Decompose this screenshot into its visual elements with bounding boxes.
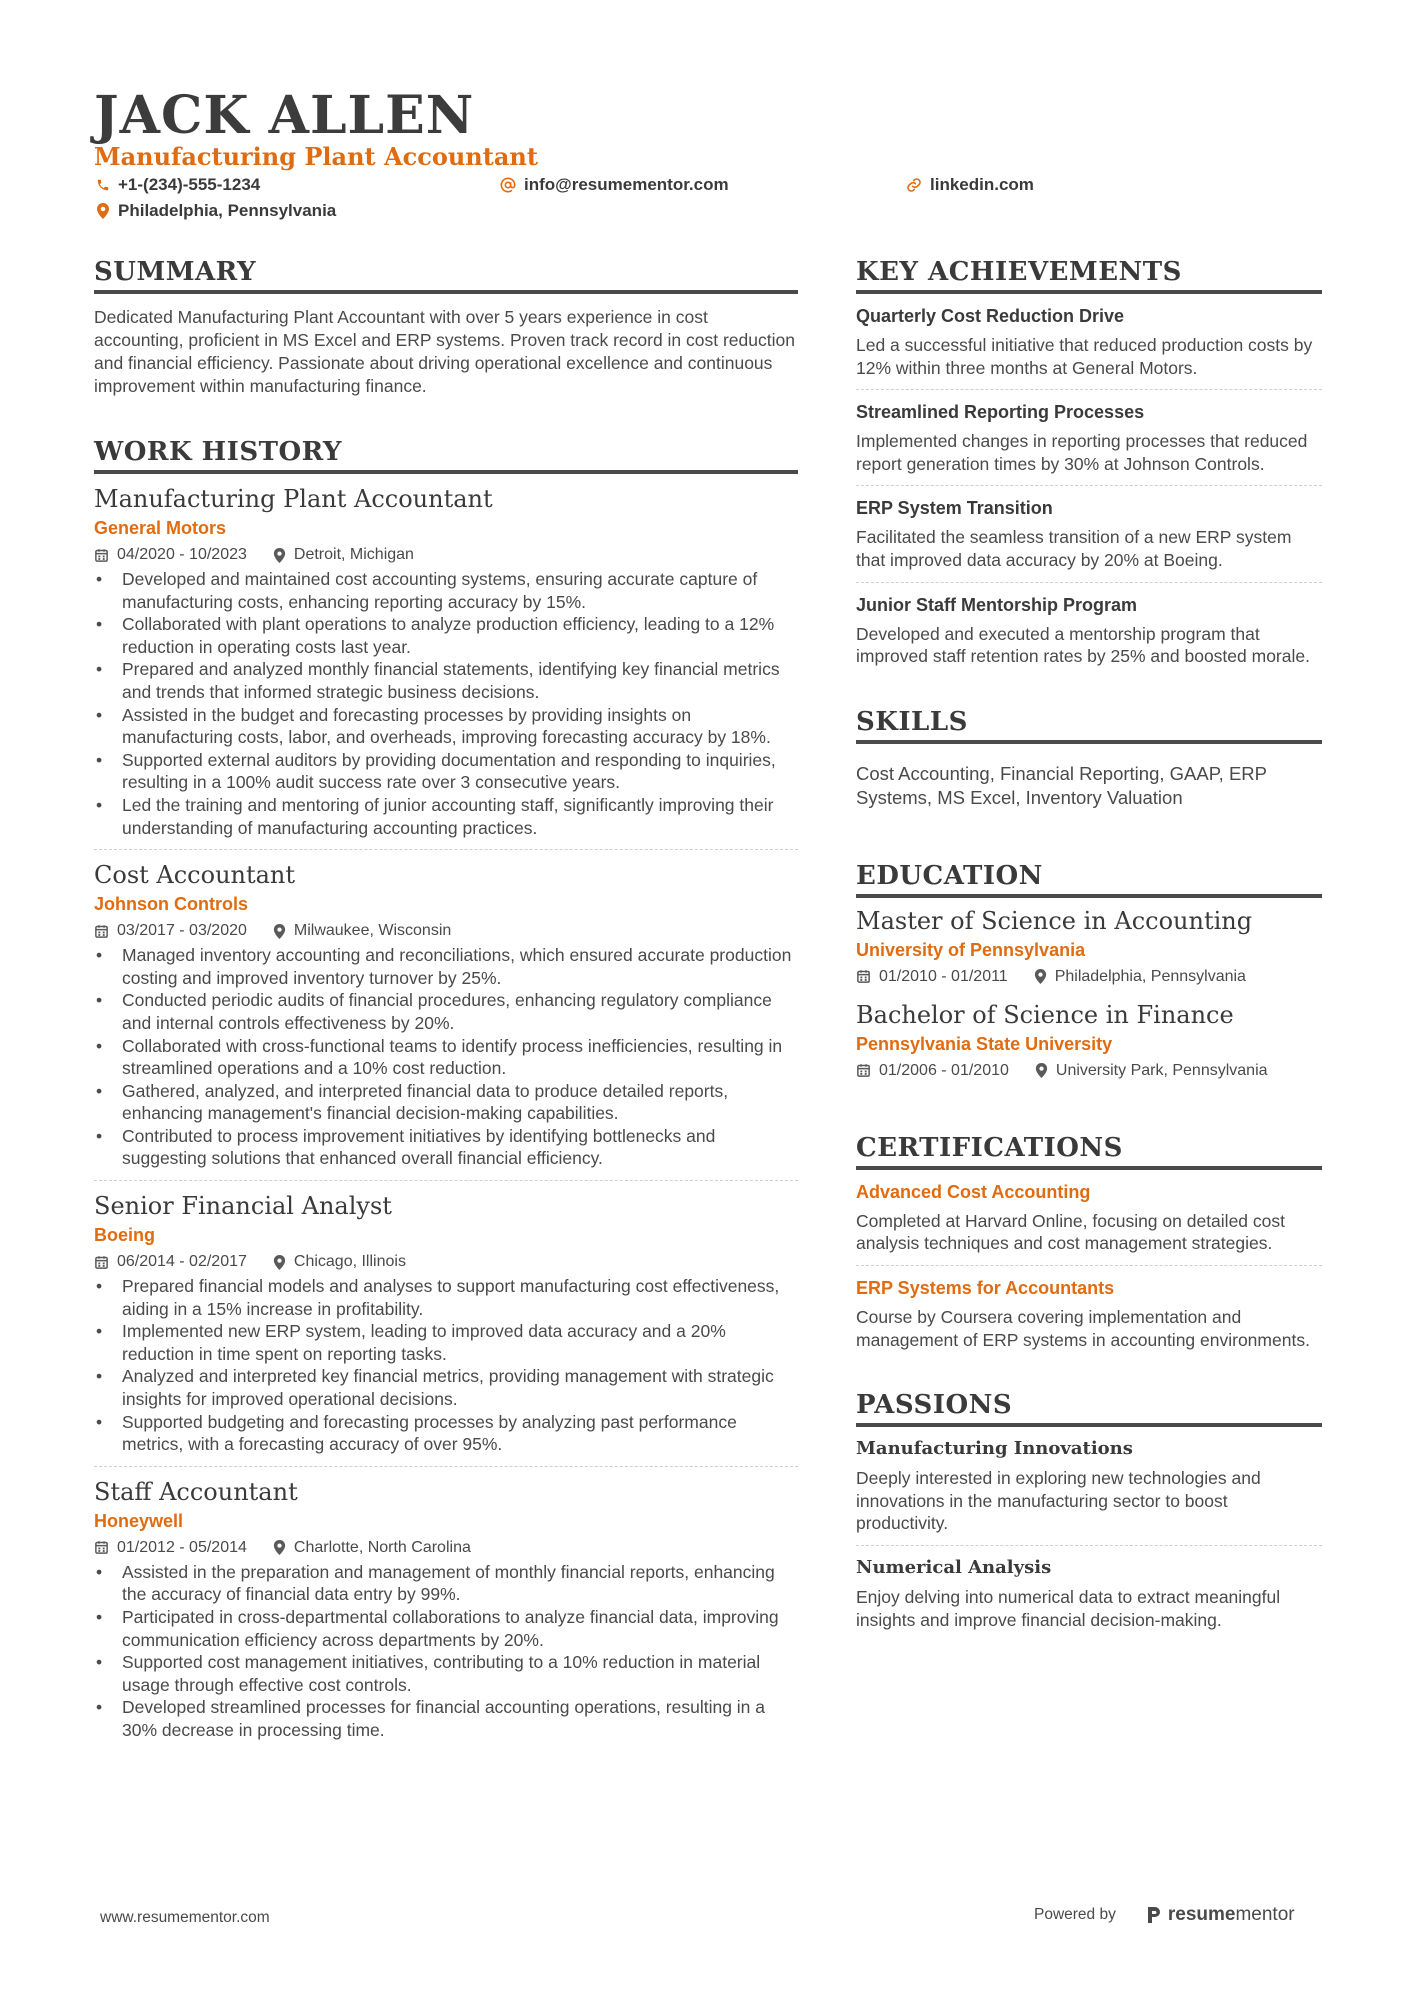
divider [856,485,1322,486]
divider [94,1180,798,1181]
degree-title: Master of Science in Accounting [856,906,1253,935]
job-title: Cost Accountant [94,861,296,890]
certification-item [856,1180,1322,1255]
job-bullet: • Managed inventory accounting and reconciliations, which ensured accurate production costing and improved inventory turnover by 25%. [94,944,798,989]
job-title: Manufacturing Plant Accountant [94,485,493,513]
company-name: Boeing [94,1225,155,1246]
footer-website[interactable]: www.resumementor.com [100,1909,270,1926]
location-pin-icon [273,1255,286,1270]
job-dates: 01/2012 - 05/2014 [117,1538,247,1556]
job-meta [94,1251,798,1273]
company-name: Honeywell [94,1510,184,1531]
divider [856,582,1322,583]
brand-logo[interactable] [1146,1904,1295,1926]
job-dates: 04/2020 - 10/2023 [117,546,247,563]
job-title: Staff Accountant [94,1477,298,1506]
job-meta [94,920,798,942]
job-bullet: • Developed streamlined processes for financial accounting operations, resulting in a 30% decrease in processing time. [94,1696,798,1741]
job-bullet: • Gathered, analyzed, and interpreted financial data to produce detailed reports, enhancing management's financial decision-making capabilities. [94,1080,798,1125]
company-name: Johnson Controls [94,894,248,915]
phone-text: +1-(234)-555-1234 [118,175,261,194]
phone-icon [96,178,110,192]
location-pin-icon [1034,969,1047,984]
contact-linkedin[interactable] [906,174,1034,196]
job-bullet: • Assisted in the preparation and management of monthly financial reports, enhancing the accuracy of financial data entry by 99%. [94,1561,798,1606]
school-name: University of Pennsylvania [856,939,1086,960]
job-bullet: • Collaborated with cross-functional teams to identify process inefficiencies, resulting in streamlined operations and a 10% cost reduction. [94,1035,798,1080]
education-meta [856,1060,1322,1082]
job-entry [94,1191,798,1456]
job-bullet: • Contributed to process improvement initiatives by identifying bottlenecks and suggesting solutions that enhanced overall financial efficiency. [94,1125,798,1170]
powered-by-label: Powered by [1034,1906,1116,1923]
location-pin-icon [273,548,286,563]
achievement-title: ERP System Transition [856,498,1053,519]
job-entry [94,1477,798,1742]
education-item [856,1000,1322,1082]
calendar-icon [94,924,109,939]
achievement-item [856,400,1322,475]
job-bullets [94,1275,798,1456]
location-pin-icon [1035,1063,1048,1078]
education-item [856,906,1322,988]
achievement-desc: Developed and executed a mentorship program that improved staff retention rates by 25% and boosted morale. [856,623,1310,667]
certification-desc: Completed at Harvard Online, focusing on detailed cost analysis techniques and cost management strategies. [856,1210,1285,1254]
education-location: Philadelphia, Pennsylvania [1054,967,1246,985]
at-sign-icon [500,177,516,193]
job-entry [94,484,798,839]
job-dates: 03/2017 - 03/2020 [117,922,247,940]
left-column [94,256,798,1742]
brand-name-bold: resume [1167,1904,1236,1925]
job-bullets [94,568,798,839]
footer-powered [1034,1904,1295,1926]
job-dates: 06/2014 - 02/2017 [117,1253,247,1271]
candidate-role: Manufacturing Plant Accountant [94,142,538,171]
job-entry [94,860,798,1170]
job-location: Detroit, Michigan [293,546,414,563]
achievement-item [856,304,1322,379]
job-bullet: • Prepared financial models and analyses to support manufacturing cost effectiveness, aiding in a 15% increase in profitability. [94,1275,798,1320]
education-meta [856,966,1322,988]
job-bullet: • Prepared and analyzed monthly financial statements, identifying key financial metrics and trends that informed strategic business decisions. [94,658,798,703]
job-location: Chicago, Illinois [293,1253,406,1271]
skills-text: Cost Accounting, Financial Reporting, GAAP, ERP Systems, MS Excel, Inventory Valuation [856,762,1267,808]
contact-location [96,200,336,222]
job-bullet: • Analyzed and interpreted key financial metrics, providing management with strategic insights for improved operational decisions. [94,1365,798,1410]
achievement-title: Quarterly Cost Reduction Drive [856,306,1125,326]
job-location: Charlotte, North Carolina [293,1538,471,1556]
job-bullet: • Led the training and mentoring of junior accounting staff, significantly improving their understanding of manufacturing accounting practices. [94,794,798,839]
certification-item [856,1276,1322,1351]
candidate-name: JACK ALLEN [94,85,475,146]
education-location: University Park, Pennsylvania [1055,1061,1268,1079]
link-icon [906,177,922,193]
education-dates: 01/2006 - 01/2010 [879,1061,1009,1079]
certification-title: Advanced Cost Accounting [856,1181,1091,1202]
calendar-icon [94,548,109,563]
job-location: Milwaukee, Wisconsin [293,922,452,940]
achievement-title: Streamlined Reporting Processes [856,402,1145,423]
education-dates: 01/2010 - 01/2011 [879,967,1008,985]
skills-heading: SKILLS [856,706,1322,744]
job-title: Senior Financial Analyst [94,1192,392,1221]
resumementor-logo-icon [1146,1905,1162,1925]
certification-desc: Course by Coursera covering implementation and management of ERP systems in accounting environments. [856,1306,1310,1350]
certifications-heading: CERTIFICATIONS [856,1132,1322,1170]
brand-name-light: mentor [1235,1904,1295,1925]
passion-item [856,1437,1322,1535]
linkedin-text[interactable]: linkedin.com [930,175,1034,194]
calendar-icon [94,1255,109,1270]
job-bullets [94,944,798,1170]
email-text[interactable]: info@resumementor.com [524,175,729,194]
calendar-icon [856,1063,871,1078]
divider [94,1466,798,1467]
degree-title: Bachelor of Science in Finance [856,1000,1234,1029]
job-bullet: • Participated in cross-departmental collaborations to analyze financial data, improving communication efficiency across departments by 20%. [94,1606,798,1651]
company-name: General Motors [94,518,227,538]
contact-email[interactable] [500,174,729,196]
achievement-title: Junior Staff Mentorship Program [856,594,1138,615]
school-name: Pennsylvania State University [856,1033,1113,1054]
calendar-icon [94,1540,109,1555]
job-bullet: • Developed and maintained cost accounting systems, ensuring accurate capture of manufacturing costs, enhancing reporting accuracy by 15%. [94,568,798,613]
job-bullet: • Supported cost management initiatives, contributing to a 10% reduction in material usage through effective cost controls. [94,1651,798,1696]
divider [94,849,798,850]
job-bullet: • Implemented new ERP system, leading to improved data accuracy and a 20% reduction in time spent on reporting tasks. [94,1320,798,1365]
summary-text: Dedicated Manufacturing Plant Accountant with over 5 years experience in cost accounting, proficient in MS Excel and ERP systems. Proven track record in cost reduction and financial efficiency. Passionate about driving operational excellence and continuous improvement within manufacturing finance. [94,307,795,396]
achievement-desc: Led a successful initiative that reduced production costs by 12% within three months at General Motors. [856,335,1313,378]
passions-heading: PASSIONS [856,1389,1322,1427]
location-pin-icon [273,1540,286,1555]
job-bullet: • Supported external auditors by providing documentation and responding to inquiries, resulting in a 100% audit success rate over 3 consecutive years. [94,749,798,794]
achievement-desc: Facilitated the seamless transition of a new ERP system that improved data accuracy by 20% at Boeing. [856,527,1292,570]
passion-title: Manufacturing Innovations [856,1438,1133,1460]
job-meta [94,1537,798,1559]
divider [856,1545,1322,1546]
education-heading: EDUCATION [856,860,1322,898]
achievement-desc: Implemented changes in reporting processes that reduced report generation times by 30% at Johnson Controls. [856,431,1308,474]
job-bullets [94,1561,798,1742]
certification-title: ERP Systems for Accountants [856,1277,1115,1298]
location-pin-icon [96,203,110,219]
divider [856,1265,1322,1266]
passion-desc: Enjoy delving into numerical data to extract meaningful insights and improve financial decision-making. [856,1586,1281,1630]
passion-item [856,1556,1322,1631]
summary-heading: SUMMARY [94,256,798,294]
location-pin-icon [273,924,286,939]
divider [856,389,1322,390]
right-column [856,256,1322,1631]
job-bullet: • Collaborated with plant operations to analyze production efficiency, leading to a 12% reduction in operating costs last year. [94,613,798,658]
job-bullet: • Conducted periodic audits of financial procedures, enhancing regulatory compliance and internal controls effectiveness by 20%. [94,989,798,1034]
achievement-item [856,496,1322,571]
key-achievements-heading: KEY ACHIEVEMENTS [856,256,1322,294]
passion-title: Numerical Analysis [856,1556,1052,1578]
passion-desc: Deeply interested in exploring new technologies and innovations in the manufacturing sector to boost productivity. [856,1468,1261,1534]
job-bullet: • Supported budgeting and forecasting processes by analyzing past performance metrics, with a forecasting accuracy of over 95%. [94,1411,798,1456]
location-text: Philadelphia, Pennsylvania [118,201,337,220]
work-history-heading: WORK HISTORY [94,436,798,474]
achievement-item [856,593,1322,668]
job-meta [94,544,798,566]
calendar-icon [856,969,871,984]
contact-phone [96,174,260,196]
job-bullet: • Assisted in the budget and forecasting processes by providing insights on manufacturing costs, labor, and overheads, improving forecasting accuracy by 18%. [94,704,798,749]
